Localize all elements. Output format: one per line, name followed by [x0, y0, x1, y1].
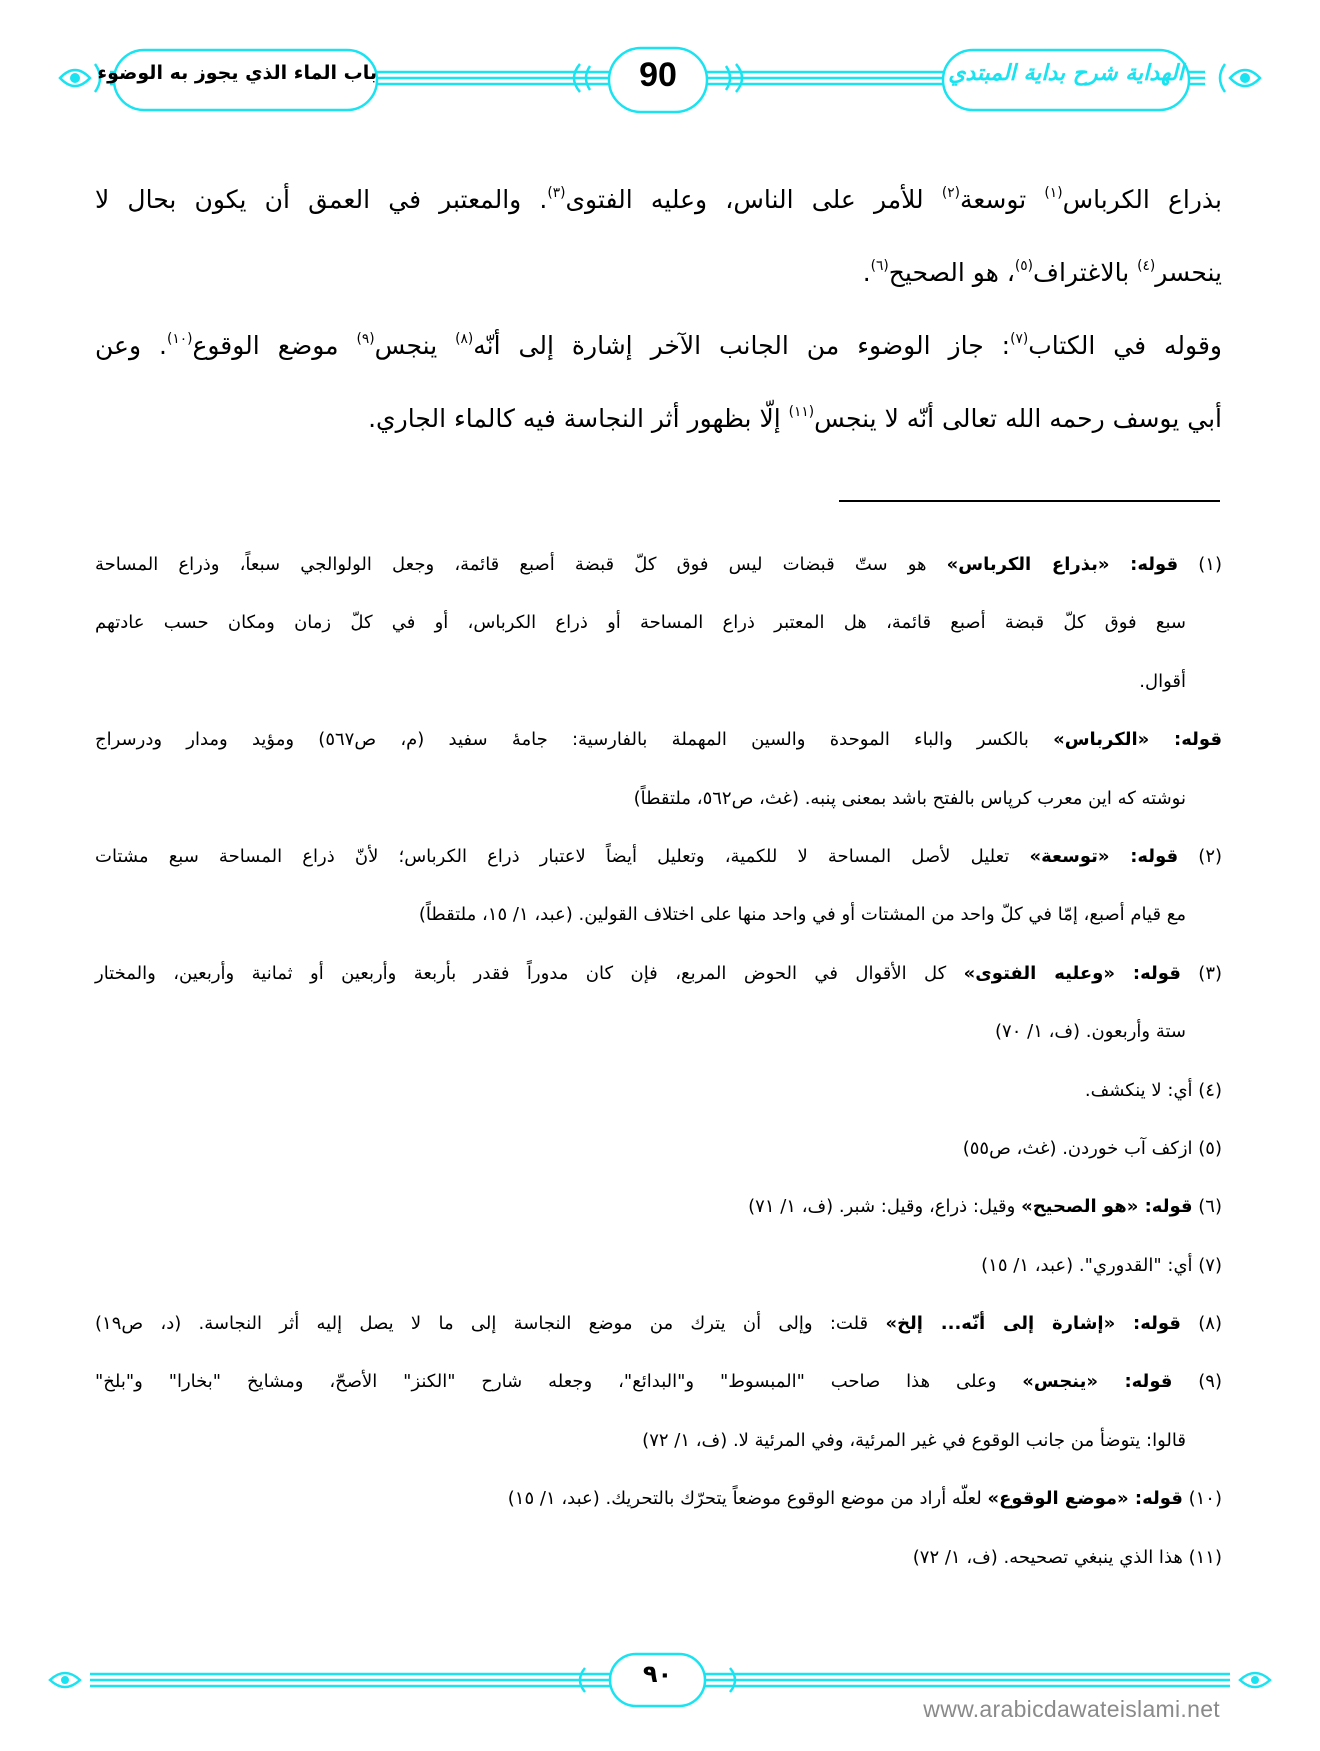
footnote-line [95, 828, 1222, 886]
footnote-marker: (٨) [455, 331, 474, 347]
text-run: . وعن [95, 331, 167, 360]
footnote-line [95, 1295, 1222, 1353]
text-run: ينحسر [1155, 258, 1222, 287]
footnote-line [95, 711, 1222, 769]
text-run: (١) [1178, 554, 1222, 575]
book-title-logo: الهداية شرح بداية المبتدي [948, 60, 1184, 86]
text-run: وعلى هذا صاحب "المبسوط" و"البدائع"، وجعله شارح "الكنز" الأصحّ، ومشايخ "بخارا" و"بلخ" [95, 1371, 1023, 1393]
text-run: هو ستّ قبضات ليس فوق كلّ قبضة أصبع قائمة، وجعل الولوالجي سبعاً، وذراع المساحة [95, 554, 947, 575]
text-run: بالكسر والباء الموحدة والسين المهملة بالفارسية: جامهٔ سفيد (م، ص٥٦٧) ومؤيد ومدار ودرسراج [95, 729, 1054, 751]
footnote-lemma: قوله: «موضع الوقوع» [987, 1488, 1183, 1510]
footnote-lemma: قوله: «هو الصحيح» [1021, 1196, 1193, 1218]
text-run: تعليل لأصل المساحة لا للكمية، وتعليل أيضاً لاعتبار ذراع الكرباس؛ لأنّ ذراع المساحة سبع مشتات [95, 845, 1030, 867]
text-run: نوشته كه اين معرب كرپاس بالفتح باشد بمعنى پنبه. (غث، ص٥٦٢، ملتقطاً) [633, 787, 1186, 809]
text-run: (٣) [1180, 962, 1223, 984]
text-run: بذراع الكرباس [1062, 185, 1222, 214]
text-run: ينجس [374, 331, 456, 360]
text-run: كل الأقوال في الحوض المربع، فإن كان مدوراً فقدر بأربعة وأربعين أو ثمانية وأربعين، والمختار [95, 962, 964, 984]
text-run: . والمعتبر في العمق أن يكون بحال لا [95, 185, 548, 214]
body-line [95, 382, 1222, 455]
main-text [95, 163, 1222, 455]
text-run: ستة وأربعون. (ف، ١/ ٧٠) [995, 1021, 1186, 1043]
footnote-marker: (١٠) [166, 331, 193, 347]
footnote-marker: (١) [1044, 185, 1063, 201]
text-run: موضع الوقوع [192, 331, 357, 360]
footnote-separator [839, 500, 1220, 502]
footnote-line [95, 1412, 1222, 1470]
chapter-title: باب الماء الذي يجوز به الوضوء [97, 62, 377, 84]
footnotes [95, 536, 1222, 1587]
footnote-line [95, 770, 1222, 828]
footnote-line [95, 945, 1222, 1003]
text-run: أبي يوسف رحمه الله تعالى أنّه لا ينجس [814, 404, 1222, 433]
footnote-marker: (٧) [1010, 331, 1029, 347]
text-run: (٩) [1172, 1371, 1222, 1393]
text-run: . [862, 258, 871, 287]
footnote-marker: (٤) [1137, 258, 1156, 274]
text-run: توسعة [959, 185, 1045, 214]
website-watermark: www.arabicdawateislami.net [923, 1696, 1220, 1722]
footnote-line [95, 1003, 1222, 1061]
text-run: مع قيام أصبع، إمّا في كلّ واحد من المشتات أو في واحد منها على اختلاف القولين. (عبد، ١/ ١٥، ملتقطاً) [418, 904, 1186, 926]
text-run: أقوال. [1139, 670, 1186, 692]
footnote-lemma: قوله: «الكرباس» [1053, 729, 1222, 751]
text-run: وقيل: ذراع، وقيل: شبر. (ف، ١/ ٧١) [748, 1196, 1022, 1218]
body-line [95, 236, 1222, 309]
footnote-marker: (٥) [1014, 258, 1034, 274]
footnote-marker: (٩) [356, 331, 375, 347]
footnote-lemma: قوله: «توسعة» [1029, 845, 1179, 867]
text-run: (٦) [1192, 1196, 1222, 1218]
footnote-line [95, 1120, 1222, 1178]
text-run: (٨) [1180, 1313, 1222, 1335]
text-run: (٤) أي: لا ينكشف. [1084, 1079, 1222, 1101]
footnote-line [95, 1062, 1222, 1120]
footnote-marker: (٦) [870, 258, 889, 274]
text-run: لعلّه أراد من موضع الوقوع موضعاً يتحرّك بالتحريك. (عبد، ١/ ١٥) [507, 1488, 988, 1510]
footnote-line [95, 536, 1222, 594]
footnote-marker: (٢) [941, 185, 960, 201]
text-run: (١٠) [1182, 1488, 1222, 1510]
text-run: : جاز الوضوء من الجانب الآخر إشارة إلى أنّه [473, 331, 1011, 360]
footnote-lemma: قوله: «وعليه الفتوى» [963, 962, 1181, 984]
footnote-line [95, 1178, 1222, 1236]
footnote-marker: (٣) [547, 185, 566, 201]
footnote-marker: (١١) [788, 404, 815, 420]
footnote-lemma: قوله: «ينجس» [1022, 1371, 1173, 1393]
footnote-line [95, 653, 1222, 711]
footer-page-number: ٩٠ [642, 1660, 673, 1688]
text-run: سبع فوق كلّ قبضة أصبع قائمة، هل المعتبر ذراع المساحة أو ذراع الكرباس، أو في كلّ زمان ومكان حسب عادتهم [95, 612, 1186, 634]
footnote-line [95, 594, 1222, 652]
body-line [95, 309, 1222, 382]
page-number: 90 [639, 56, 677, 94]
text-run: (١١) هذا الذي ينبغي تصحيحه. (ف، ١/ ٧٢) [912, 1546, 1222, 1568]
text-run: إلّا بظهور أثر النجاسة فيه كالماء الجاري. [368, 404, 789, 433]
text-run: قلت: وإلى أن يترك من موضع النجاسة إلى ما لا يصل إليه أثر النجاسة. (د، ص١٩) [95, 1313, 886, 1335]
text-run: للأمر على الناس، وعليه الفتوى [565, 185, 942, 214]
body-line [95, 163, 1222, 236]
text-run: بالاغتراف [1033, 258, 1138, 287]
footnote-line [95, 1529, 1222, 1587]
footnote-line [95, 886, 1222, 944]
footnote-lemma: قوله: «إشارة إلى أنّه... إلخ» [885, 1313, 1181, 1335]
footnote-line [95, 1470, 1222, 1528]
text-run: ، هو الصحيح [888, 258, 1015, 287]
text-run: (٢) [1178, 845, 1223, 867]
text-run: (٥) ازكف آب خوردن. (غث، ص٥٥) [962, 1137, 1222, 1159]
footnote-line [95, 1353, 1222, 1411]
footnote-lemma: قوله: «بذراع الكرباس» [946, 554, 1179, 575]
text-run: قالوا: يتوضأ من جانب الوقوع في غير المرئية، وفي المرئية لا. (ف، ١/ ٧٢) [642, 1429, 1186, 1451]
footnote-line [95, 1237, 1222, 1295]
text-run: (٧) أي: "القدوري". (عبد، ١/ ١٥) [981, 1254, 1222, 1276]
text-run: وقوله في الكتاب [1028, 331, 1222, 360]
